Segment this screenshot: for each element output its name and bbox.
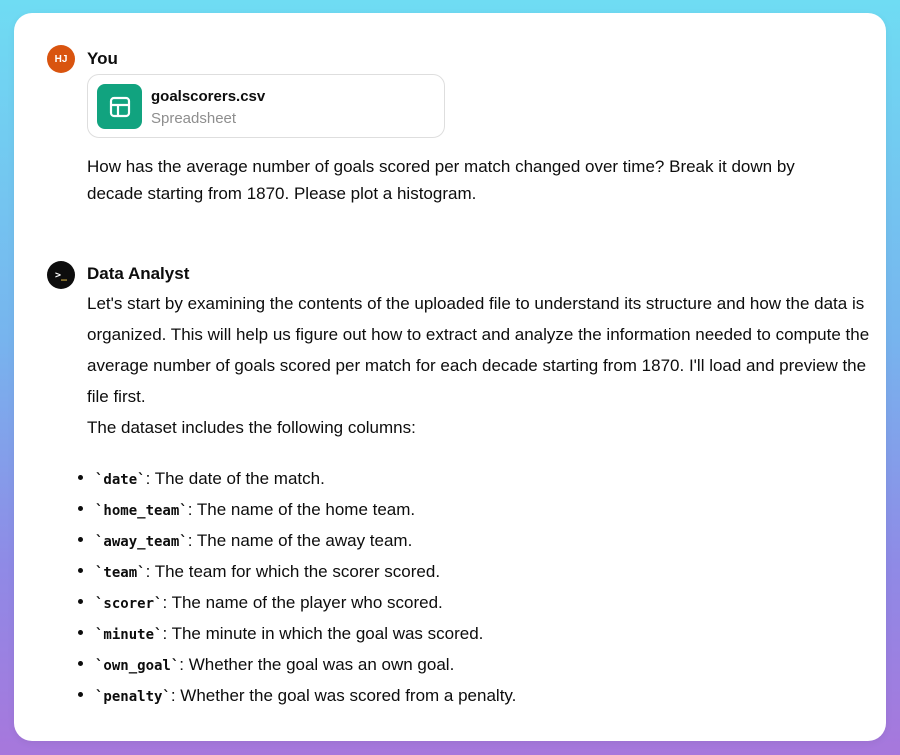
column-desc: : The name of the player who scored. <box>162 593 443 612</box>
column-desc: : The date of the match. <box>145 469 325 488</box>
user-initials: HJ <box>54 53 68 65</box>
list-item <box>87 494 847 525</box>
column-code: `minute` <box>95 627 163 643</box>
attachment-card[interactable] <box>87 74 445 138</box>
column-desc: : Whether the goal was an own goal. <box>179 655 455 674</box>
bullet-icon <box>78 537 83 542</box>
column-desc: : The team for which the scorer scored. <box>145 562 441 581</box>
user-avatar <box>47 45 75 73</box>
list-item <box>87 680 847 711</box>
column-desc: : The name of the home team. <box>187 500 416 519</box>
list-item <box>87 525 847 556</box>
column-desc: : The minute in which the goal was scored. <box>162 624 484 643</box>
assistant-intro-text: Let's start by examining the contents of the uploaded file to understand its structure and how the data is organized. This will help us figure out how to extract and analyze the information needed to compute the average number of goals scored per match for each decade starting from 1870. I'll load and preview the file first. <box>87 294 870 406</box>
column-desc: : Whether the goal was scored from a penalty. <box>170 686 517 705</box>
assistant-sender-name: Data Analyst <box>87 264 190 283</box>
assistant-avatar-underscore: _ <box>61 269 68 281</box>
bullet-icon <box>78 599 83 604</box>
user-message-text: How has the average number of goals scored per match changed over time? Break it down by decade starting from 1870. Please plot a histogram. <box>87 157 795 203</box>
column-code: `date` <box>95 472 146 488</box>
bullet-icon <box>78 661 83 666</box>
user-sender-name: You <box>87 49 118 68</box>
column-code: `home_team` <box>95 503 188 519</box>
assistant-message <box>87 288 872 443</box>
bullet-icon <box>78 630 83 635</box>
assistant-columns-intro: The dataset includes the following columns: <box>87 418 416 437</box>
attachment-filetype: Spreadsheet <box>151 110 237 127</box>
assistant-avatar <box>47 261 75 289</box>
column-code: `scorer` <box>95 596 163 612</box>
bullet-icon <box>78 506 83 511</box>
assistant-avatar-caret: > <box>54 269 61 281</box>
columns-list <box>87 463 847 711</box>
column-code: `own_goal` <box>95 658 180 674</box>
column-code: `penalty` <box>95 689 171 705</box>
attachment-filename: goalscorers.csv <box>151 88 266 105</box>
column-desc: : The name of the away team. <box>187 531 413 550</box>
list-item <box>87 649 847 680</box>
bullet-icon <box>78 568 83 573</box>
spreadsheet-icon <box>97 84 142 129</box>
chat-card <box>14 13 886 741</box>
list-item <box>87 587 847 618</box>
column-code: `away_team` <box>95 534 188 550</box>
bullet-icon <box>78 692 83 697</box>
column-code: `team` <box>95 565 146 581</box>
list-item <box>87 463 847 494</box>
bullet-icon <box>78 475 83 480</box>
list-item <box>87 556 847 587</box>
list-item <box>87 618 847 649</box>
